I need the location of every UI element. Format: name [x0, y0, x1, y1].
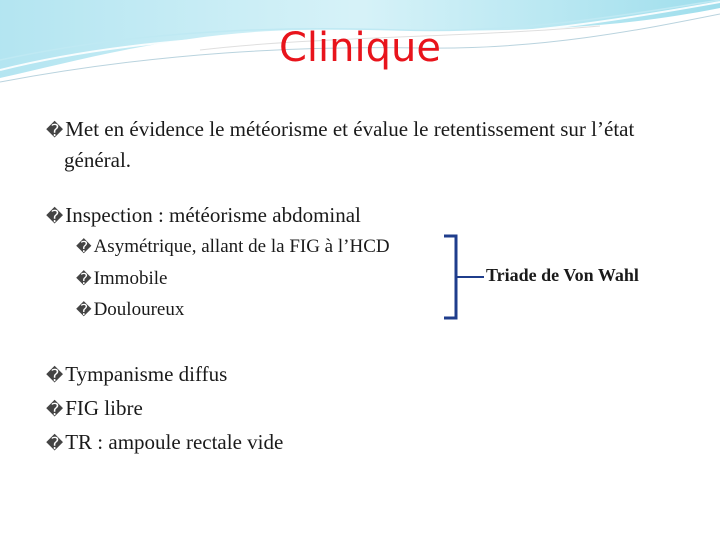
right-brace-icon — [436, 232, 486, 324]
list-item-text: Met en évidence le météorisme et évalue le retentissement sur l’état général. — [64, 117, 635, 172]
sub-list-item-text: Douloureux — [93, 299, 185, 320]
bullet-icon: � — [46, 399, 64, 419]
list-item — [46, 114, 696, 175]
sub-list-item — [76, 266, 167, 292]
sub-list-item — [76, 234, 390, 260]
list-item — [46, 393, 143, 424]
sub-list-item — [76, 297, 184, 323]
slide-title: Clinique — [279, 25, 441, 71]
bullet-icon: � — [46, 206, 64, 226]
list-item-text: Tympanisme diffus — [65, 362, 228, 386]
bullet-icon: � — [76, 301, 92, 319]
sub-list-item-text: Asymétrique, allant de la FIG à l’HCD — [93, 236, 390, 257]
list-item-text: TR : ampoule rectale vide — [65, 430, 284, 454]
list-item-text: FIG libre — [65, 396, 143, 420]
list-item — [46, 427, 283, 458]
list-item — [46, 200, 361, 231]
bullet-icon: � — [46, 120, 64, 140]
list-item-text: Inspection : météorisme abdominal — [65, 203, 361, 227]
bullet-icon: � — [46, 365, 64, 385]
brace-label: Triade de Von Wahl — [486, 265, 639, 285]
bullet-icon: � — [76, 270, 92, 288]
list-item — [46, 359, 227, 390]
bullet-icon: � — [46, 433, 64, 453]
sub-list-item-text: Immobile — [93, 268, 168, 289]
bullet-icon: � — [76, 238, 92, 256]
